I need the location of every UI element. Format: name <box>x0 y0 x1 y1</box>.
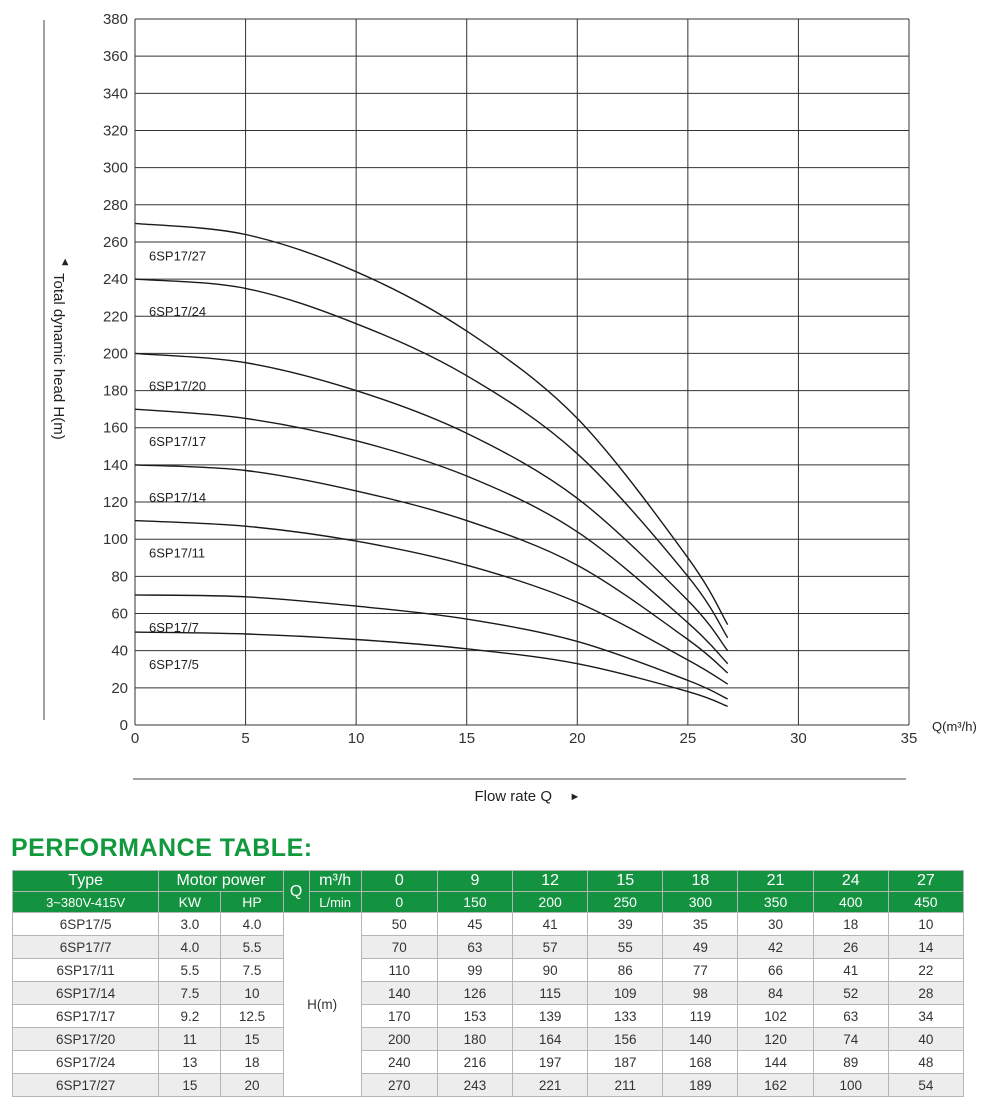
curve-6sp17-14 <box>135 465 728 673</box>
y-tick-label: 300 <box>102 159 128 177</box>
head-value-cell: 119 <box>663 1005 738 1028</box>
hp-cell: 20 <box>221 1074 283 1097</box>
y-tick-label: 260 <box>102 233 128 251</box>
x-axis-arrow-icon: ► <box>569 791 581 803</box>
y-tick-label: 360 <box>102 48 128 66</box>
head-value-cell: 41 <box>513 913 588 936</box>
head-value-cell: 164 <box>513 1028 588 1051</box>
head-value-cell: 55 <box>588 936 663 959</box>
q-lmin-cell: 400 <box>813 892 888 913</box>
voltage-header: 3~380V-415V <box>13 892 159 913</box>
head-label-cell: H(m) <box>283 913 361 1097</box>
x-unit-label: Q(m³/h) <box>932 719 977 734</box>
head-value-cell: 168 <box>663 1051 738 1074</box>
x-tick-label: 5 <box>241 730 250 747</box>
q-lmin-cell: 200 <box>513 892 588 913</box>
y-axis-title: Total dynamic head H(m) <box>50 273 67 440</box>
curve-6sp17-5 <box>135 632 728 706</box>
table-row <box>13 982 964 1005</box>
table-row <box>13 936 964 959</box>
head-value-cell: 63 <box>437 936 512 959</box>
head-value-cell: 139 <box>513 1005 588 1028</box>
y-tick-label: 380 <box>102 11 128 28</box>
y-tick-label: 220 <box>102 308 128 326</box>
kw-cell: 13 <box>159 1051 221 1074</box>
head-value-cell: 70 <box>361 936 437 959</box>
head-value-cell: 90 <box>513 959 588 982</box>
head-value-cell: 126 <box>437 982 512 1005</box>
y-tick-label: 0 <box>119 717 128 734</box>
q-lmin-cell: 300 <box>663 892 738 913</box>
head-value-cell: 216 <box>437 1051 512 1074</box>
q-m3h-cell: 18 <box>663 871 738 892</box>
head-value-cell: 22 <box>888 959 963 982</box>
table-row <box>13 1005 964 1028</box>
y-tick-label: 120 <box>102 494 128 512</box>
head-value-cell: 41 <box>813 959 888 982</box>
q-lmin-cell: 250 <box>588 892 663 913</box>
q-m3h-cell: 12 <box>513 871 588 892</box>
curve-label-6sp17-24: 6SP17/24 <box>149 304 207 320</box>
table-row <box>13 1074 964 1097</box>
head-value-cell: 140 <box>361 982 437 1005</box>
head-value-cell: 18 <box>813 913 888 936</box>
curve-6sp17-7 <box>135 595 728 699</box>
x-tick-label: 35 <box>900 730 918 747</box>
y-tick-label: 240 <box>102 271 128 289</box>
head-value-cell: 187 <box>588 1051 663 1074</box>
x-axis-title: Flow rate Q <box>474 788 552 805</box>
type-header: Type <box>13 871 159 892</box>
y-tick-label: 140 <box>102 456 128 474</box>
performance-table-body <box>13 913 964 1097</box>
table-title: PERFORMANCE TABLE: <box>11 834 313 862</box>
head-value-cell: 45 <box>437 913 512 936</box>
head-value-cell: 170 <box>361 1005 437 1028</box>
head-value-cell: 40 <box>888 1028 963 1051</box>
y-tick-label: 280 <box>102 196 128 214</box>
type-cell: 6SP17/5 <box>13 913 159 936</box>
head-value-cell: 133 <box>588 1005 663 1028</box>
header-row-flow-m3h <box>13 871 964 892</box>
q-m3h-cell: 24 <box>813 871 888 892</box>
curve-label-6sp17-7: 6SP17/7 <box>149 619 199 635</box>
q-header: Q <box>283 871 309 913</box>
head-value-cell: 34 <box>888 1005 963 1028</box>
head-value-cell: 74 <box>813 1028 888 1051</box>
head-value-cell: 110 <box>361 959 437 982</box>
head-value-cell: 86 <box>588 959 663 982</box>
hp-cell: 12.5 <box>221 1005 283 1028</box>
y-tick-label: 60 <box>111 605 128 623</box>
y-tick-label: 80 <box>111 568 128 586</box>
q-lmin-cell: 0 <box>361 892 437 913</box>
head-value-cell: 54 <box>888 1074 963 1097</box>
head-value-cell: 240 <box>361 1051 437 1074</box>
x-tick-label: 30 <box>790 730 807 747</box>
table-row <box>13 959 964 982</box>
head-value-cell: 66 <box>738 959 813 982</box>
m3h-unit-header: m³/h <box>309 871 361 892</box>
grid-lines <box>135 19 909 725</box>
type-cell: 6SP17/14 <box>13 982 159 1005</box>
table-row <box>13 913 964 936</box>
head-value-cell: 144 <box>738 1051 813 1074</box>
curve-label-6sp17-27: 6SP17/27 <box>149 248 207 264</box>
curve-6sp17-17 <box>135 409 728 664</box>
head-value-cell: 140 <box>663 1028 738 1051</box>
x-tick-labels <box>131 730 918 747</box>
curve-6sp17-24 <box>135 279 728 638</box>
head-value-cell: 100 <box>813 1074 888 1097</box>
head-value-cell: 221 <box>513 1074 588 1097</box>
head-value-cell: 57 <box>513 936 588 959</box>
y-axis-arrow-icon: ◄ <box>59 256 71 268</box>
q-lmin-cell: 150 <box>437 892 512 913</box>
head-value-cell: 35 <box>663 913 738 936</box>
head-value-cell: 211 <box>588 1074 663 1097</box>
head-value-cell: 99 <box>437 959 512 982</box>
kw-header: KW <box>159 892 221 913</box>
head-value-cell: 197 <box>513 1051 588 1074</box>
head-value-cell: 77 <box>663 959 738 982</box>
head-value-cell: 49 <box>663 936 738 959</box>
head-value-cell: 50 <box>361 913 437 936</box>
type-cell: 6SP17/20 <box>13 1028 159 1051</box>
head-value-cell: 109 <box>588 982 663 1005</box>
type-cell: 6SP17/24 <box>13 1051 159 1074</box>
kw-cell: 4.0 <box>159 936 221 959</box>
y-tick-label: 100 <box>102 531 128 549</box>
head-value-cell: 89 <box>813 1051 888 1074</box>
q-m3h-cell: 0 <box>361 871 437 892</box>
curve-labels <box>149 248 206 672</box>
head-value-cell: 115 <box>513 982 588 1005</box>
x-tick-label: 0 <box>130 730 140 747</box>
curve-label-6sp17-14: 6SP17/14 <box>149 489 207 505</box>
q-m3h-cell: 15 <box>588 871 663 892</box>
head-value-cell: 153 <box>437 1005 512 1028</box>
hp-cell: 15 <box>221 1028 283 1051</box>
curve-label-6sp17-11: 6SP17/11 <box>149 545 206 561</box>
head-value-cell: 42 <box>738 936 813 959</box>
hp-header: HP <box>221 892 283 913</box>
head-value-cell: 98 <box>663 982 738 1005</box>
curve-label-6sp17-20: 6SP17/20 <box>149 378 207 394</box>
y-tick-label: 20 <box>111 679 128 697</box>
head-value-cell: 156 <box>588 1028 663 1051</box>
y-tick-label: 160 <box>102 419 128 437</box>
y-tick-label: 180 <box>102 382 128 400</box>
head-value-cell: 39 <box>588 913 663 936</box>
motor-power-header: Motor power <box>159 871 283 892</box>
curve-label-6sp17-17: 6SP17/17 <box>149 434 207 450</box>
y-tick-label: 340 <box>102 85 128 103</box>
y-tick-label: 40 <box>111 642 128 660</box>
head-value-cell: 120 <box>738 1028 813 1051</box>
x-tick-label: 15 <box>458 730 476 747</box>
kw-cell: 9.2 <box>159 1005 221 1028</box>
head-value-cell: 243 <box>437 1074 512 1097</box>
kw-cell: 7.5 <box>159 982 221 1005</box>
head-value-cell: 102 <box>738 1005 813 1028</box>
hp-cell: 4.0 <box>221 913 283 936</box>
head-value-cell: 30 <box>738 913 813 936</box>
head-value-cell: 270 <box>361 1074 437 1097</box>
type-cell: 6SP17/27 <box>13 1074 159 1097</box>
curve-6sp17-27 <box>135 223 728 624</box>
x-tick-label: 10 <box>347 730 365 747</box>
table-row <box>13 1051 964 1074</box>
y-tick-label: 320 <box>102 122 128 140</box>
q-m3h-cell: 27 <box>888 871 963 892</box>
hp-cell: 10 <box>221 982 283 1005</box>
q-m3h-cell: 21 <box>738 871 813 892</box>
type-cell: 6SP17/11 <box>13 959 159 982</box>
head-value-cell: 52 <box>813 982 888 1005</box>
curve-6sp17-11 <box>135 521 728 685</box>
head-value-cell: 14 <box>888 936 963 959</box>
head-value-cell: 26 <box>813 936 888 959</box>
kw-cell: 15 <box>159 1074 221 1097</box>
curve-label-6sp17-5: 6SP17/5 <box>149 657 199 673</box>
type-cell: 6SP17/17 <box>13 1005 159 1028</box>
head-value-cell: 63 <box>813 1005 888 1028</box>
head-value-cell: 189 <box>663 1074 738 1097</box>
kw-cell: 11 <box>159 1028 221 1051</box>
head-value-cell: 200 <box>361 1028 437 1051</box>
head-value-cell: 162 <box>738 1074 813 1097</box>
lmin-unit-header: L/min <box>309 892 361 913</box>
q-lmin-cell: 350 <box>738 892 813 913</box>
table-row <box>13 1028 964 1051</box>
head-value-cell: 48 <box>888 1051 963 1074</box>
head-value-cell: 10 <box>888 913 963 936</box>
y-tick-labels <box>103 11 128 734</box>
x-tick-label: 25 <box>679 730 697 747</box>
header-row-flow-lmin <box>13 892 964 913</box>
hp-cell: 5.5 <box>221 936 283 959</box>
head-value-cell: 180 <box>437 1028 512 1051</box>
hp-cell: 18 <box>221 1051 283 1074</box>
kw-cell: 5.5 <box>159 959 221 982</box>
kw-cell: 3.0 <box>159 913 221 936</box>
q-lmin-cell: 450 <box>888 892 963 913</box>
q-m3h-cell: 9 <box>437 871 512 892</box>
y-tick-label: 200 <box>102 345 128 363</box>
x-tick-label: 20 <box>568 730 586 747</box>
performance-table <box>12 870 964 1097</box>
head-value-cell: 28 <box>888 982 963 1005</box>
head-value-cell: 84 <box>738 982 813 1005</box>
type-cell: 6SP17/7 <box>13 936 159 959</box>
hp-cell: 7.5 <box>221 959 283 982</box>
